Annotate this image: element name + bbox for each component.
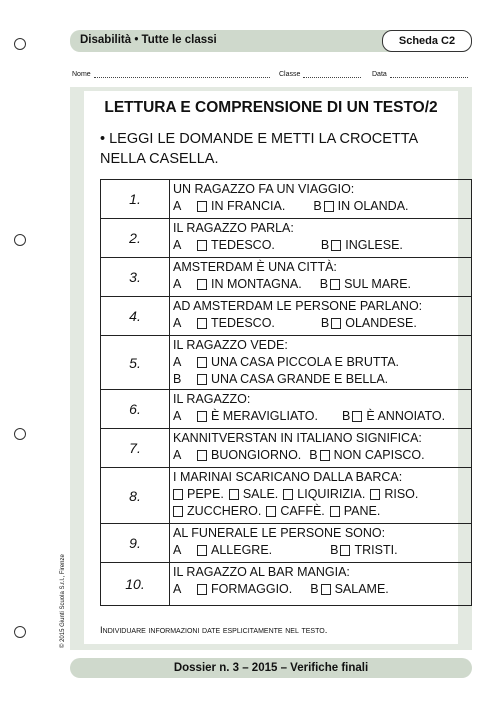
option-a-text: FORMAGGIO. <box>211 582 293 596</box>
checkbox[interactable] <box>266 506 276 517</box>
question-text: AD AMSTERDAM LE PERSONE PARLANO: <box>173 299 423 313</box>
option-letter: A <box>173 277 182 291</box>
question-row <box>101 429 472 468</box>
option-b-text: INGLESE. <box>345 238 403 252</box>
option-b-text: NON CAPISCO. <box>333 448 425 462</box>
checkbox[interactable] <box>173 489 183 500</box>
checkbox-a[interactable] <box>197 279 207 290</box>
question-table <box>100 179 472 606</box>
question-number: 9. <box>101 524 170 563</box>
checkbox-b[interactable] <box>330 279 340 290</box>
checkbox-a[interactable] <box>197 450 207 461</box>
option-letter: B <box>330 543 339 557</box>
question-cell <box>170 390 472 429</box>
checkbox[interactable] <box>330 506 340 517</box>
option-text: PANE. <box>343 504 381 518</box>
question-text: AL FUNERALE LE PERSONE SONO: <box>173 526 386 540</box>
question-row <box>101 297 472 336</box>
question-number: 5. <box>101 336 170 390</box>
question-cell <box>170 468 472 524</box>
header-subject: Disabilità • Tutte le classi <box>80 34 217 46</box>
option-letter: B <box>319 277 329 291</box>
student-fields <box>72 69 472 81</box>
checkbox-b[interactable] <box>324 201 334 212</box>
question-row <box>101 258 472 297</box>
option-letter: B <box>173 372 182 386</box>
footer-text: Dossier n. 3 – 2015 – Verifiche finali <box>173 662 369 674</box>
question-cell <box>170 429 472 468</box>
option-b-text: UNA CASA GRANDE E BELLA. <box>211 372 389 386</box>
option-a-text: È MERAVIGLIATO. <box>211 409 318 423</box>
question-number: 6. <box>101 390 170 429</box>
checkbox-a[interactable] <box>197 201 207 212</box>
checkbox-a[interactable] <box>197 240 207 251</box>
checkbox-b[interactable] <box>352 411 362 422</box>
question-row <box>101 336 472 390</box>
option-a-text: ALLEGRE. <box>211 543 273 557</box>
binder-hole-2 <box>14 234 26 246</box>
question-cell <box>170 563 472 606</box>
option-b-text: OLANDESE. <box>345 316 417 330</box>
question-text: KANNITVERSTAN IN ITALIANO SIGNIFICA: <box>173 431 422 445</box>
question-number: 4. <box>101 297 170 336</box>
option-letter: B <box>320 316 330 330</box>
question-row <box>101 563 472 606</box>
checkbox-b[interactable] <box>340 545 350 556</box>
question-row <box>101 524 472 563</box>
date-field[interactable] <box>372 69 468 78</box>
option-b-text: IN OLANDA. <box>337 199 409 213</box>
question-text: I MARINAI SCARICANO DALLA BARCA: <box>173 470 403 484</box>
checkbox[interactable] <box>283 489 293 500</box>
option-letter: B <box>341 409 351 423</box>
option-letter: B <box>313 199 322 213</box>
class-field[interactable] <box>279 69 361 78</box>
date-label: Data <box>372 71 387 78</box>
question-row <box>101 219 472 258</box>
checkbox-a[interactable] <box>197 357 207 368</box>
question-number: 3. <box>101 258 170 297</box>
option-a-text: TEDESCO. <box>211 238 275 252</box>
option-letter: B <box>309 448 318 462</box>
page-title: LETTURA E COMPRENSIONE DI UN TESTO/2 <box>104 99 438 116</box>
option-a-text: UNA CASA PICCOLA E BRUTTA. <box>211 355 400 369</box>
option-letter: A <box>173 199 182 213</box>
binder-hole-4 <box>14 626 26 638</box>
checkbox-a[interactable] <box>197 411 207 422</box>
binder-hole-1 <box>14 38 26 50</box>
option-text: ZUCCHERO. <box>187 504 262 518</box>
option-b-text: SUL MARE. <box>344 277 412 291</box>
checkbox-a[interactable] <box>197 545 207 556</box>
option-text: RISO. <box>384 487 419 501</box>
checkbox-b[interactable] <box>320 450 330 461</box>
question-number: 8. <box>101 468 170 524</box>
question-cell <box>170 180 472 219</box>
question-number: 10. <box>101 563 170 606</box>
question-text: IL RAGAZZO AL BAR MANGIA: <box>173 565 350 579</box>
name-field[interactable] <box>72 69 270 78</box>
binder-hole-3 <box>14 428 26 440</box>
sheet-label: Scheda C2 <box>382 30 472 52</box>
option-b-text: TRISTI. <box>354 543 398 557</box>
checkbox[interactable] <box>370 489 380 500</box>
option-a-text: TEDESCO. <box>211 316 275 330</box>
question-text: UN RAGAZZO FA UN VIAGGIO: <box>173 182 355 196</box>
option-letter: B <box>320 238 330 252</box>
option-a-text: IN FRANCIA. <box>211 199 286 213</box>
question-text: IL RAGAZZO VEDE: <box>173 338 288 352</box>
header-bar <box>70 30 472 52</box>
option-letter: A <box>173 448 182 462</box>
option-a-text: BUONGIORNO. <box>211 448 302 462</box>
question-number: 2. <box>101 219 170 258</box>
option-letter: B <box>310 582 319 596</box>
checkbox-b[interactable] <box>331 318 341 329</box>
copyright-note: © 2015 Giunti Scuola S.r.l., Firenze <box>60 554 66 648</box>
question-number: 7. <box>101 429 170 468</box>
option-b-text: SALAME. <box>334 582 389 596</box>
question-cell <box>170 524 472 563</box>
checkbox[interactable] <box>173 506 183 517</box>
option-text: SALE. <box>242 487 279 501</box>
checkbox[interactable] <box>229 489 239 500</box>
content-frame <box>70 87 472 650</box>
option-b-text: È ANNOIATO. <box>366 409 446 423</box>
option-letter: A <box>173 316 182 330</box>
option-text: CAFFÈ. <box>280 504 325 518</box>
option-letter: A <box>173 238 182 252</box>
footer-bar <box>70 658 472 678</box>
option-letter: A <box>173 582 182 596</box>
checkbox-b[interactable] <box>331 240 341 251</box>
option-letter: A <box>173 355 182 369</box>
content-panel <box>84 91 458 644</box>
question-text: IL RAGAZZO: <box>173 392 251 406</box>
option-letter: A <box>173 409 182 423</box>
question-cell <box>170 258 472 297</box>
option-letter: A <box>173 543 182 557</box>
checkbox-a[interactable] <box>197 318 207 329</box>
checkbox-a[interactable] <box>197 584 207 595</box>
option-text: LIQUIRIZIA. <box>297 487 366 501</box>
question-text: AMSTERDAM È UNA CITTÀ: <box>173 260 337 274</box>
question-number: 1. <box>101 180 170 219</box>
footnote: Individuare informazioni date esplicitamente nel testo. <box>100 625 328 636</box>
class-label: Classe <box>279 71 301 78</box>
checkbox-b[interactable] <box>197 374 207 385</box>
checkbox-b[interactable] <box>321 584 331 595</box>
option-text: PEPE. <box>187 487 224 501</box>
instruction-text: • LEGGI LE DOMANDE E METTI LA CROCETTA NELLA CASELLA. <box>100 131 418 167</box>
question-text: IL RAGAZZO PARLA: <box>173 221 294 235</box>
question-row <box>101 390 472 429</box>
name-label: Nome <box>72 71 91 78</box>
question-cell <box>170 297 472 336</box>
question-row <box>101 180 472 219</box>
option-a-text: IN MONTAGNA. <box>211 277 302 291</box>
question-cell <box>170 336 472 390</box>
question-row <box>101 468 472 524</box>
question-cell <box>170 219 472 258</box>
